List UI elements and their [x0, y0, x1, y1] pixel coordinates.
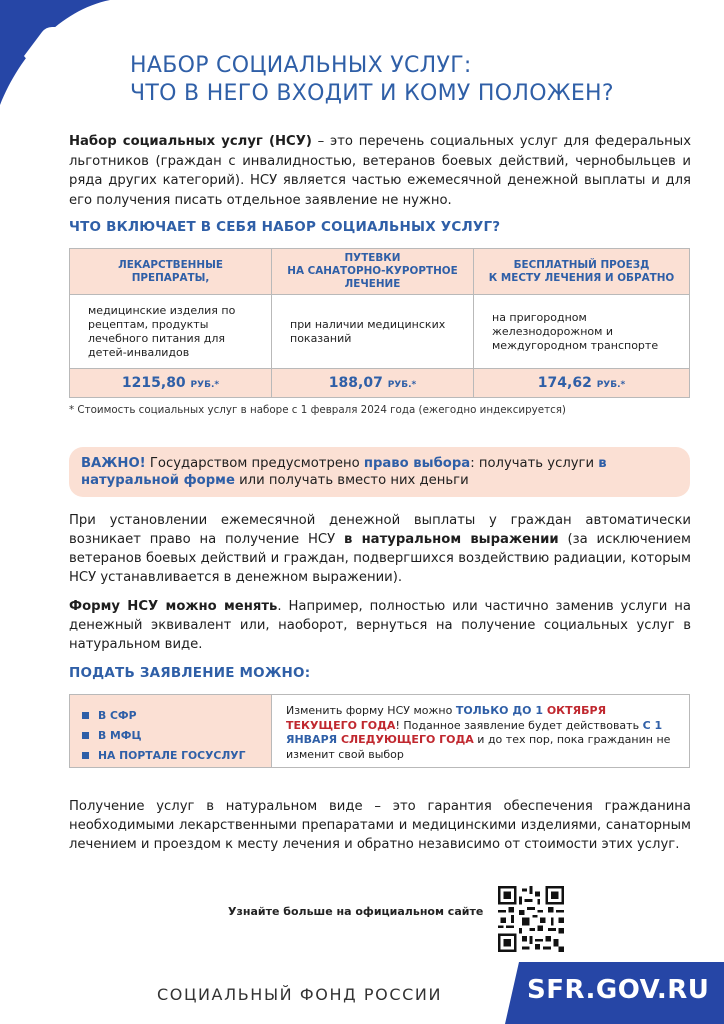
para-bold: Форму НСУ можно менять	[69, 599, 278, 614]
para-bold: в натуральном выражении	[343, 532, 559, 547]
paragraph-change-form	[69, 597, 691, 654]
paragraph-guarantee: Получение услуг в натуральном виде – это гарантия обеспечения гражданина необходимыми лекарственными препаратами и медицинскими изделиями, санаторным лечением и проездом к месту лечения и обратно независимо от стоимости этих услуг.	[69, 799, 691, 852]
callout-text: : получать услуги	[470, 456, 599, 471]
apply-note	[272, 695, 689, 767]
section-heading-includes: ЧТО ВКЛЮЧАЕТ В СЕБЯ НАБОР СОЦИАЛЬНЫХ УСЛУГ?	[69, 219, 501, 235]
bullet-square-icon	[82, 752, 89, 759]
services-table	[69, 248, 690, 398]
service-header-line: К МЕСТУ ЛЕЧЕНИЯ И ОБРАТНО	[488, 271, 675, 284]
service-price	[474, 369, 690, 398]
note-text: и до тех пор, пока гражданин не изменит свой выбор	[286, 733, 671, 761]
note-red: СЛЕДУЮЩЕГО ГОДА	[340, 733, 474, 747]
apply-place-label: НА ПОРТАЛЕ ГОСУСЛУГ	[98, 748, 246, 762]
note-blue: С 1 ЯНВАРЯ	[286, 718, 663, 747]
footer-site-link[interactable]: SFR.GOV.RU	[527, 975, 710, 1005]
intro-bold: Набор социальных услуг (НСУ)	[69, 134, 312, 149]
service-header	[474, 249, 690, 295]
callout-text: Государством предусмотрено	[145, 456, 364, 471]
service-header-line: ЛЕКАРСТВЕННЫЕ	[118, 258, 223, 271]
service-header-line: НА САНАТОРНО-КУРОРТНОЕ	[287, 265, 458, 277]
intro-paragraph	[69, 132, 691, 210]
paragraph-natural-form	[69, 511, 691, 587]
official-site-note: Узнайте больше на официальном сайте	[228, 905, 484, 918]
apply-place-label: В СФР	[98, 708, 137, 722]
price-unit: РУБ.*	[190, 380, 220, 390]
title-line-1: НАБОР СОЦИАЛЬНЫХ УСЛУГ:	[130, 53, 472, 78]
apply-place-mfc	[82, 725, 271, 745]
service-header-line: ПРЕПАРАТЫ,	[131, 271, 210, 284]
price-value: 174,62	[537, 375, 592, 391]
note-text: ! Поданное заявление будет действовать	[395, 718, 643, 732]
para-text: При установлении ежемесячной денежной выплаты у граждан автоматически возникает право на получение НСУ	[69, 513, 691, 547]
apply-place-sfr	[82, 705, 271, 725]
service-price	[272, 369, 474, 398]
service-description: на пригородном железнодорожном и междугородном транспорте	[474, 295, 690, 369]
important-label: ВАЖНО!	[81, 456, 146, 471]
price-unit: РУБ.*	[596, 380, 626, 390]
note-red: ОКТЯБРЯ ТЕКУЩЕГО ГОДА	[286, 704, 607, 732]
service-header-line: ЛЕЧЕНИЕ	[344, 278, 401, 290]
callout-bold: право выбора	[363, 456, 471, 471]
service-description: при наличии медицинских показаний	[272, 295, 474, 369]
footer-org-name: СОЦИАЛЬНЫЙ ФОНД РОССИИ	[157, 985, 443, 1004]
callout-bold: в натуральной форме	[81, 456, 607, 488]
apply-box	[69, 694, 690, 768]
bullet-square-icon	[82, 732, 89, 739]
para-text: (за исключением ветеранов боевых действий и граждан, подвергшихся воздействию радиации, которым НСУ устанавливается в денежном выражении).	[69, 532, 691, 585]
callout-text: или получать вместо них деньги	[234, 473, 469, 488]
title-line-2: ЧТО В НЕГО ВХОДИТ И КОМУ ПОЛОЖЕН?	[130, 81, 614, 106]
note-text: Изменить форму НСУ можно	[286, 704, 456, 717]
price-unit: РУБ.*	[387, 380, 417, 390]
apply-place-label: В МФЦ	[98, 728, 142, 742]
sfr-logo-icon	[16, 16, 78, 78]
page-title	[130, 52, 700, 108]
service-price	[70, 369, 272, 398]
note-blue: ТОЛЬКО ДО 1	[455, 704, 547, 717]
apply-places-list	[70, 695, 272, 767]
price-footnote: * Стоимость социальных услуг в наборе с 1 февраля 2024 года (ежегодно индексируется)	[69, 404, 566, 416]
price-value: 188,07	[328, 375, 383, 391]
bullet-square-icon	[82, 712, 89, 719]
price-value: 1215,80	[121, 375, 186, 391]
section-heading-apply: ПОДАТЬ ЗАЯВЛЕНИЕ МОЖНО:	[69, 665, 311, 681]
apply-place-gosuslugi	[82, 745, 271, 765]
service-header-line: БЕСПЛАТНЫЙ ПРОЕЗД	[513, 258, 650, 271]
para-text: . Например, полностью или частично заменив услуги на денежный эквивалент или, наоборот, вернуться на получение социальных услуг в натуральном виде.	[69, 599, 691, 652]
intro-text: – это перечень социальных услуг для федеральных льготников (граждан с инвалидностью, ветеранов боевых действий, чернобыльцев и ряда других категорий). НСУ является частью ежемесячной денежной выплаты и для его получения писать отдельное заявление не нужно.	[69, 134, 691, 208]
service-header-line: ПУТЕВКИ	[344, 252, 401, 264]
service-description: медицинские изделия по рецептам, продукты лечебного питания для детей-инвалидов	[70, 295, 272, 369]
qr-code-icon[interactable]	[498, 886, 564, 952]
service-header	[272, 249, 474, 295]
service-header	[70, 249, 272, 295]
important-callout	[69, 447, 690, 497]
